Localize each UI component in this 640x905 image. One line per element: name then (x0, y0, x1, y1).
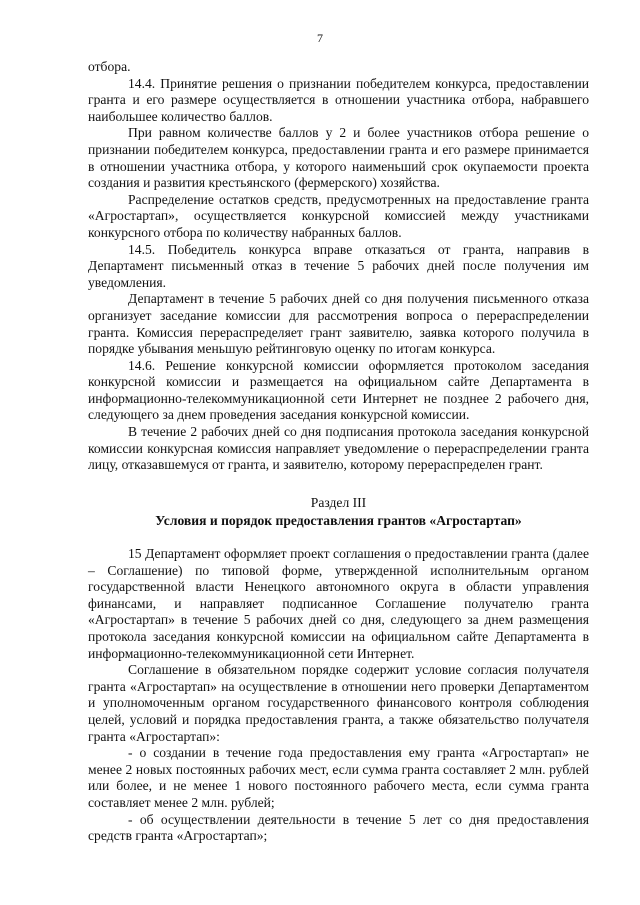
paragraph-remaining-funds: Распределение остатков средств, предусмотренных на предоставление гранта «Агростартап», осуществляется конкурсной комиссией между участниками конкурсного отбора по количеству набранных баллов. (88, 191, 589, 240)
paragraph-agreement-conditions: Соглашение в обязательном порядке содержит условие согласия получателя гранта «Агростартап» на осуществление в отношении него проверки Департаментом и уполномоченным органом государственного финансового контроля соблюдения целей, условий и порядка предоставления гранта, а также обязательство получателя гранта «Агростартап»: (88, 662, 589, 744)
section-title: Условия и порядок предоставления грантов «Агростартап» (155, 513, 522, 528)
paragraph-14-6: 14.6. Решение конкурсной комиссии оформляется протоколом заседания конкурсной комиссии и размещается на официальном сайте Департамента в информационно-телекоммуникационной сети Интернет не позднее 2 рабочего дня, следующего за днем проведения заседания конкурсной комиссии. (88, 357, 589, 423)
list-item-jobs: - о создании в течение года предоставления ему гранта «Агростартап» не менее 2 новых постоянных рабочих мест, если сумма гранта составляет 2 млн. рублей или более, и не менее 1 нового постоянного рабочего места, если сумма гранта составляет менее 2 млн. рублей; (88, 745, 589, 810)
paragraph-15: 15 Департамент оформляет проект соглашения о предоставлении гранта (далее – Соглашение) по типовой форме, утвержденной исполнительным органом государственной власти Ненецкого автономного округа в области управления финансами, и направляет подписанное Соглашение получателю гранта «Агростартап» в течение 5 рабочих дней со дня, следующего за днем размещения протокола заседания конкурсной комиссии на официальном сайте Департамента в информационно-телекоммуникационной сети Интернет. (88, 546, 589, 661)
bottom-text-block (88, 546, 589, 845)
paragraph-14-5: 14.5. Победитель конкурса вправе отказаться от гранта, направив в Департамент письменный отказ в течение 5 рабочих дней после получения им уведомления. (88, 241, 589, 290)
top-text-block (88, 59, 589, 474)
list-item-activity: - об осуществлении деятельности в течение 5 лет со дня предоставления средств гранта «Агростартап»; (88, 811, 589, 844)
paragraph-continuation: отбора. (88, 59, 131, 74)
paragraph-notification: В течение 2 рабочих дней со дня подписания протокола заседания конкурсной комиссии конкурсная комиссия направляет уведомление о перераспределении гранта лицу, отказавшемуся от гранта, и заявителю, которому перераспределен грант. (88, 424, 589, 473)
paragraph-refusal-procedure: Департамент в течение 5 рабочих дней со дня получения письменного отказа организует заседание комиссии для рассмотрения вопроса о перераспределении гранта. Комиссия перераспределяет грант заявителю, заявка которого получила в порядке убывания меньшую рейтинговую оценку по итогам конкурса. (88, 291, 589, 357)
section-label: Раздел III (310, 495, 367, 510)
paragraph-14-4: 14.4. Принятие решения о признании победителем конкурса, предоставлении гранта и его размере осуществляется в отношении участника отбора, набравшего наибольшее количество баллов. (88, 75, 589, 124)
section-heading (88, 494, 589, 530)
paragraph-equal-scores: При равном количестве баллов у 2 и более участников отбора решение о признании победителем конкурса, предоставлении гранта и его размере принимается в отношении участника отбора, у которого наименьший срок окупаемости проекта создания и развития крестьянского (фермерского) хозяйства. (88, 125, 589, 191)
page-number: 7 (317, 31, 323, 45)
